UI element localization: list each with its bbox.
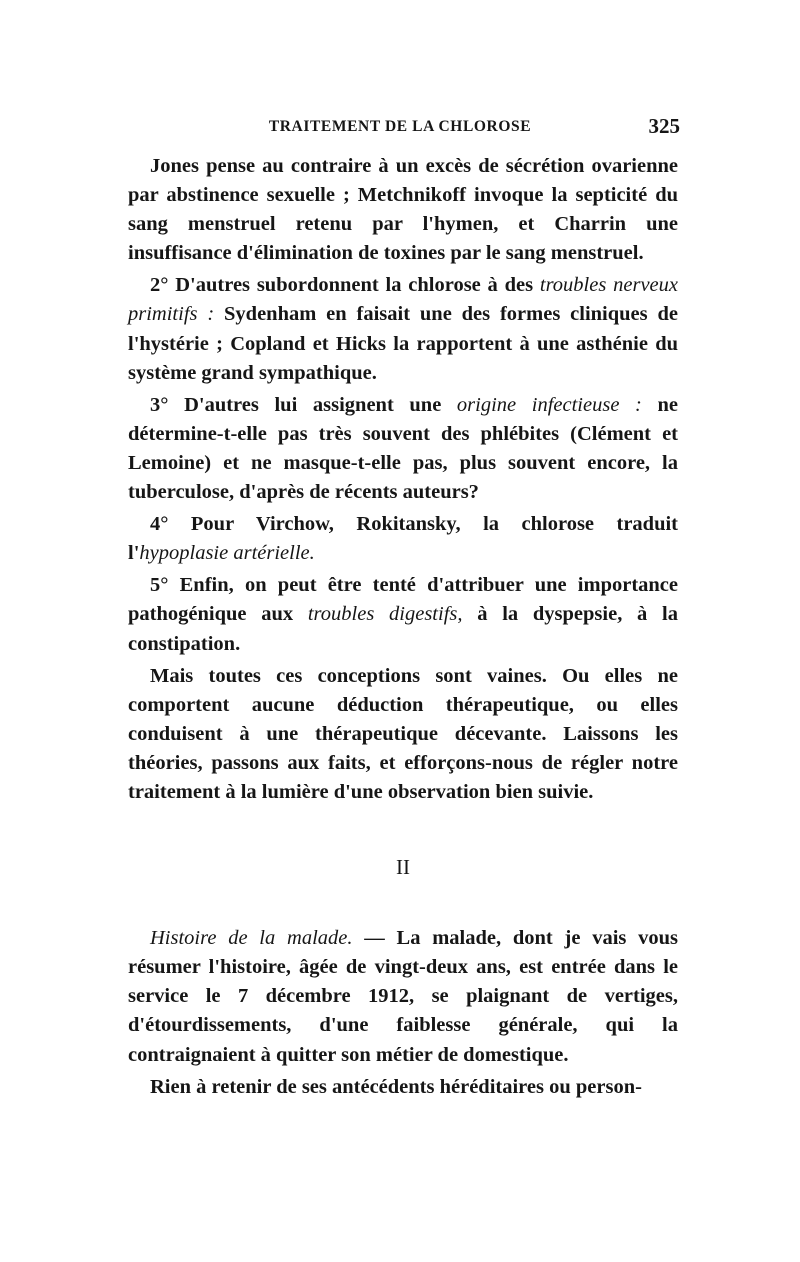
section-heading: II [396,855,410,880]
paragraph-5-emphasis: troubles digestifs, [307,603,463,626]
paragraph-3-text-a: 3° D'autres lui assignent une [150,393,457,416]
paragraph-4-text-a: 4° Pour Virchow, Rokitansky, la chlorose traduit l' [128,513,678,565]
page-header [120,114,680,138]
paragraph-2-text-a: 2° D'autres subordonnent la chlorose à des [150,274,540,297]
paragraph-5 [128,571,678,658]
paragraph-7-text: — La malade, dont je vais vous résumer l'histoire, âgée de vingt-deux ans, est entrée dans le service le 7 décembre 1912, se plaignant de vertiges, d'étourdissements, d'une faiblesse générale, qui la contraignaient à quitter son métier de domestique. [128,927,679,1066]
paragraph-4 [128,510,678,568]
paragraph-2-text-b: Sydenham en faisait une des formes cliniques de l'hystérie ; Copland et Hicks la rapportent à une asthénie du système grand sympathique. [128,303,678,384]
running-title: TRAITEMENT DE LA CHLOROSE [268,118,532,135]
paragraph-2 [128,271,678,387]
paragraph-7 [128,924,678,1069]
page-number: 325 [648,114,680,138]
body-text [128,152,678,1105]
paragraph-4-emphasis: hypoplasie artérielle. [139,542,315,565]
paragraph-8: Rien à retenir de ses antécédents héréditaires ou person- [150,1075,642,1098]
paragraph-3 [128,391,678,507]
paragraph-6: Mais toutes ces conceptions sont vaines. Ou elles ne comportent aucune déduction thérapeutique, ou elles conduisent à une thérapeutique décevante. Laissons les théories, passons aux faits, et efforçons-nous de régler notre traitement à la lumière d'une observation bien suivie. [128,664,678,803]
paragraph-5-text-b: à la dyspepsie, à la constipation. [128,603,678,655]
paragraph-3-text-b: ne détermine-t-elle pas très souvent des phlébites (Clément et Lemoine) et ne masque-t-elle pas, plus souvent encore, la tuberculose, d'après de récents auteurs? [128,393,678,504]
paragraph-5-text-a: 5° Enfin, on peut être tenté d'attribuer une importance pathogénique aux [128,574,678,626]
paragraph-2-emphasis: troubles nerveux primitifs : [128,274,678,326]
paragraph-1: Jones pense au contraire à un excès de sécrétion ovarienne par abstinence sexuelle ; Metchnikoff invoque la septicité du sang menstruel retenu par l'hymen, et Charrin une insuffisance d'élimination de toxines par le sang menstruel. [128,155,678,265]
paragraph-7-lead: Histoire de la malade. [150,927,353,950]
paragraph-3-emphasis: origine infectieuse : [456,393,642,416]
